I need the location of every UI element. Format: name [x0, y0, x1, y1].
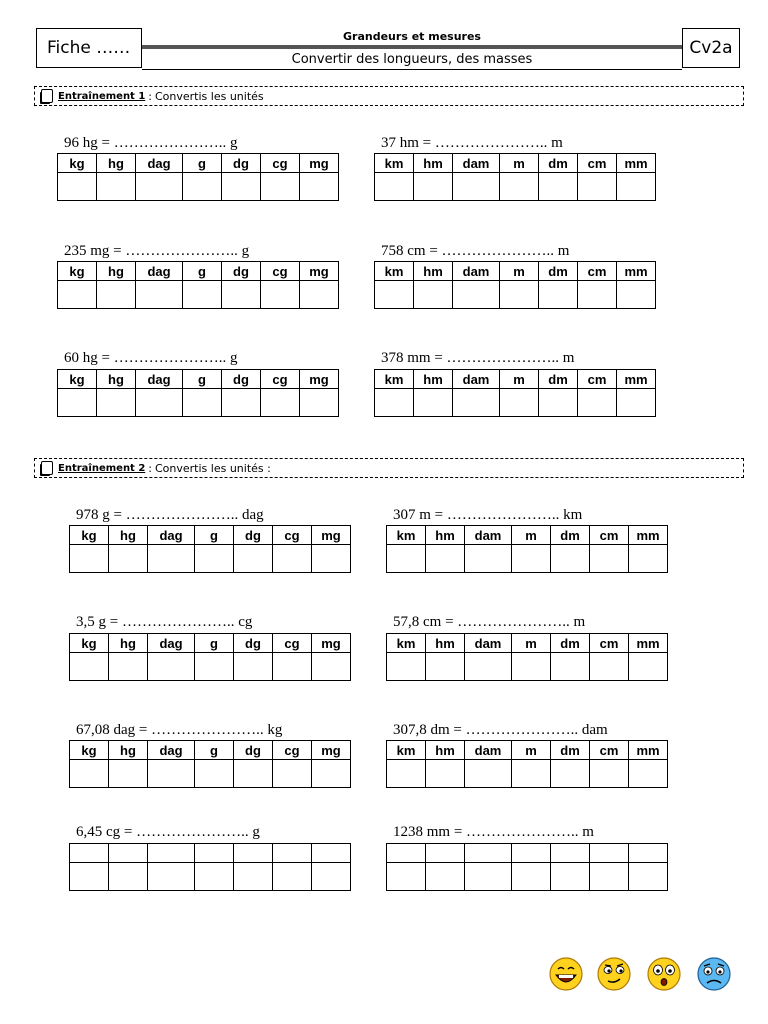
page-title: Grandeurs et mesures	[343, 30, 481, 43]
unit-header-cell: cm	[590, 741, 629, 760]
conversion-table	[386, 525, 668, 573]
unit-header-cell: cm	[590, 526, 629, 545]
value-cell[interactable]	[539, 389, 578, 417]
value-cell[interactable]	[148, 545, 195, 573]
value-cell[interactable]	[387, 545, 426, 573]
value-cell[interactable]	[97, 281, 136, 309]
unit-header-cell: mm	[629, 526, 668, 545]
value-cell[interactable]	[312, 760, 351, 788]
value-cell[interactable]	[300, 389, 339, 417]
value-cell[interactable]	[312, 545, 351, 573]
value-cell[interactable]	[312, 653, 351, 681]
value-cell[interactable]	[136, 281, 183, 309]
value-cell[interactable]	[195, 653, 234, 681]
unit-header-cell: dm	[539, 370, 578, 389]
section2-text: Convertis les unités :	[155, 461, 271, 475]
table-value-row	[58, 389, 339, 417]
unit-header-cell: dg	[234, 526, 273, 545]
value-cell[interactable]	[465, 653, 512, 681]
unit-header-cell: dm	[539, 262, 578, 281]
unit-header-cell: dg	[234, 634, 273, 653]
table-header-row	[58, 370, 339, 389]
value-cell[interactable]	[375, 389, 414, 417]
value-cell[interactable]	[183, 173, 222, 201]
value-cell[interactable]	[512, 863, 551, 891]
value-cell[interactable]	[578, 281, 617, 309]
conversion-table	[386, 633, 668, 681]
fiche-label: Fiche ……	[47, 38, 131, 58]
unit-header-cell: dam	[465, 741, 512, 760]
table-header-row	[375, 370, 656, 389]
unit-header-cell	[109, 844, 148, 863]
table-header-row	[387, 526, 668, 545]
fiche-code-label: Cv2a	[689, 38, 733, 58]
value-cell[interactable]	[512, 545, 551, 573]
table-value-row	[387, 760, 668, 788]
section1-banner	[34, 86, 744, 106]
section2-banner	[34, 458, 744, 478]
value-cell[interactable]	[58, 173, 97, 201]
unit-header-cell: hg	[109, 634, 148, 653]
unit-header-cell: hg	[97, 262, 136, 281]
unit-header-cell: m	[500, 262, 539, 281]
unit-header-cell: dam	[465, 526, 512, 545]
unit-header-cell: km	[387, 526, 426, 545]
unit-header-cell: mg	[300, 154, 339, 173]
unit-header-cell: dag	[136, 262, 183, 281]
value-cell[interactable]	[617, 281, 656, 309]
unit-header-cell	[387, 844, 426, 863]
value-cell[interactable]	[261, 389, 300, 417]
unit-header-cell: mm	[629, 741, 668, 760]
unit-header-cell: mg	[312, 526, 351, 545]
unit-header-cell: mg	[312, 741, 351, 760]
exercise-label: 307 m = ………………….. km	[393, 507, 583, 523]
exercise-label: 3,5 g = ………………….. cg	[76, 614, 253, 630]
unit-header-cell: g	[183, 370, 222, 389]
table-value-row	[58, 173, 339, 201]
value-cell[interactable]	[500, 389, 539, 417]
value-cell[interactable]	[222, 173, 261, 201]
value-cell[interactable]	[97, 389, 136, 417]
value-cell[interactable]	[551, 760, 590, 788]
value-cell[interactable]	[273, 653, 312, 681]
section1-sep: :	[148, 89, 152, 103]
unit-header-cell: cm	[578, 370, 617, 389]
unit-header-cell: kg	[70, 741, 109, 760]
unit-header-cell: kg	[70, 634, 109, 653]
unit-header-cell: hm	[414, 370, 453, 389]
value-cell[interactable]	[375, 173, 414, 201]
value-cell[interactable]	[629, 545, 668, 573]
unit-header-cell: m	[512, 634, 551, 653]
unit-header-cell: dm	[551, 741, 590, 760]
unit-header-cell	[273, 844, 312, 863]
conversion-table	[386, 740, 668, 788]
value-cell[interactable]	[109, 863, 148, 891]
section1-text: Convertis les unités	[155, 89, 264, 103]
value-cell[interactable]	[97, 173, 136, 201]
unit-header-cell: dag	[136, 370, 183, 389]
unit-header-cell: kg	[70, 526, 109, 545]
unit-header-cell: g	[183, 262, 222, 281]
table-header-row	[70, 526, 351, 545]
table-header-row	[387, 741, 668, 760]
value-cell[interactable]	[414, 281, 453, 309]
unit-header-cell: cg	[261, 370, 300, 389]
value-cell[interactable]	[300, 281, 339, 309]
unit-header-cell: mg	[300, 370, 339, 389]
exercise-label: 37 hm = ………………….. m	[381, 135, 563, 151]
exercise-label: 60 hg = ………………….. g	[64, 350, 238, 366]
conversion-table	[57, 153, 339, 201]
unit-header-cell: cg	[273, 526, 312, 545]
unit-header-cell: dam	[453, 262, 500, 281]
value-cell[interactable]	[500, 173, 539, 201]
value-cell[interactable]	[551, 653, 590, 681]
unit-header-cell	[465, 844, 512, 863]
unit-header-cell: hm	[426, 634, 465, 653]
value-cell[interactable]	[195, 760, 234, 788]
value-cell[interactable]	[590, 545, 629, 573]
table-value-row	[387, 653, 668, 681]
conversion-table	[386, 843, 668, 891]
value-cell[interactable]	[551, 545, 590, 573]
unit-header-cell: mg	[312, 634, 351, 653]
unit-header-cell: hg	[109, 741, 148, 760]
unit-header-cell: m	[512, 526, 551, 545]
value-cell[interactable]	[109, 653, 148, 681]
table-header-row	[70, 634, 351, 653]
value-cell[interactable]	[148, 653, 195, 681]
value-cell[interactable]	[234, 863, 273, 891]
unit-header-cell: m	[512, 741, 551, 760]
value-cell[interactable]	[453, 389, 500, 417]
unit-header-cell: dm	[551, 526, 590, 545]
value-cell[interactable]	[109, 545, 148, 573]
value-cell[interactable]	[195, 545, 234, 573]
unit-header-cell	[629, 844, 668, 863]
section2-label: Entraînement 2	[58, 462, 146, 474]
value-cell[interactable]	[387, 653, 426, 681]
section1-label: Entraînement 1	[58, 90, 146, 102]
value-cell[interactable]	[590, 863, 629, 891]
conversion-table	[57, 261, 339, 309]
value-cell[interactable]	[273, 545, 312, 573]
value-cell[interactable]	[617, 389, 656, 417]
unit-header-cell: g	[195, 526, 234, 545]
unit-header-cell: kg	[58, 154, 97, 173]
unit-header-cell: cg	[273, 741, 312, 760]
unit-header-cell: hm	[414, 262, 453, 281]
value-cell[interactable]	[414, 389, 453, 417]
unit-header-cell: hm	[426, 741, 465, 760]
value-cell[interactable]	[387, 863, 426, 891]
table-value-row	[58, 281, 339, 309]
table-header-row	[70, 844, 351, 863]
unit-header-cell	[70, 844, 109, 863]
value-cell[interactable]	[375, 281, 414, 309]
value-cell[interactable]	[465, 760, 512, 788]
value-cell[interactable]	[261, 173, 300, 201]
unit-header-cell	[234, 844, 273, 863]
exercise-label: 235 mg = ………………….. g	[64, 243, 250, 259]
emoji-smirking	[596, 956, 632, 996]
value-cell[interactable]	[195, 863, 234, 891]
table-value-row	[387, 863, 668, 891]
unit-header-cell: hg	[97, 370, 136, 389]
unit-header-cell: kg	[58, 370, 97, 389]
value-cell[interactable]	[300, 173, 339, 201]
unit-header-cell: dg	[222, 154, 261, 173]
unit-header-cell: hm	[426, 526, 465, 545]
unit-header-cell	[195, 844, 234, 863]
value-cell[interactable]	[512, 760, 551, 788]
table-value-row	[375, 389, 656, 417]
table-header-row	[387, 634, 668, 653]
value-cell[interactable]	[387, 760, 426, 788]
value-cell[interactable]	[222, 281, 261, 309]
table-value-row	[70, 545, 351, 573]
value-cell[interactable]	[148, 760, 195, 788]
value-cell[interactable]	[312, 863, 351, 891]
conversion-table	[69, 525, 351, 573]
table-value-row	[70, 653, 351, 681]
value-cell[interactable]	[222, 389, 261, 417]
unit-header-cell: km	[387, 634, 426, 653]
value-cell[interactable]	[590, 653, 629, 681]
value-cell[interactable]	[70, 653, 109, 681]
exercise-label: 6,45 cg = ………………….. g	[76, 824, 260, 840]
conversion-table	[374, 261, 656, 309]
value-cell[interactable]	[136, 389, 183, 417]
unit-header-cell: dm	[551, 634, 590, 653]
unit-header-cell: cm	[578, 262, 617, 281]
value-cell[interactable]	[148, 863, 195, 891]
unit-header-cell: hg	[97, 154, 136, 173]
unit-header-cell: km	[375, 370, 414, 389]
table-header-row	[375, 262, 656, 281]
value-cell[interactable]	[590, 760, 629, 788]
value-cell[interactable]	[234, 653, 273, 681]
value-cell[interactable]	[426, 760, 465, 788]
unit-header-cell: kg	[58, 262, 97, 281]
fiche-code	[682, 28, 740, 68]
value-cell[interactable]	[414, 173, 453, 201]
value-cell[interactable]	[273, 863, 312, 891]
unit-header-cell: dg	[222, 370, 261, 389]
value-cell[interactable]	[136, 173, 183, 201]
unit-header-cell: mm	[629, 634, 668, 653]
value-cell[interactable]	[578, 389, 617, 417]
table-header-row	[58, 262, 339, 281]
value-cell[interactable]	[58, 389, 97, 417]
unit-header-cell	[426, 844, 465, 863]
conversion-table	[57, 369, 339, 417]
value-cell[interactable]	[453, 173, 500, 201]
unit-header-cell	[148, 844, 195, 863]
value-cell[interactable]	[234, 545, 273, 573]
unit-header-cell: cm	[578, 154, 617, 173]
unit-header-cell	[512, 844, 551, 863]
value-cell[interactable]	[261, 281, 300, 309]
value-cell[interactable]	[629, 863, 668, 891]
value-cell[interactable]	[629, 760, 668, 788]
value-cell[interactable]	[70, 863, 109, 891]
value-cell[interactable]	[453, 281, 500, 309]
value-cell[interactable]	[500, 281, 539, 309]
unit-header-cell: dam	[453, 370, 500, 389]
table-value-row	[70, 863, 351, 891]
exercise-label: 758 cm = ………………….. m	[381, 243, 570, 259]
value-cell[interactable]	[58, 281, 97, 309]
unit-header-cell: dam	[465, 634, 512, 653]
table-header-row	[70, 741, 351, 760]
notebook-icon	[41, 89, 53, 103]
value-cell[interactable]	[465, 863, 512, 891]
value-cell[interactable]	[512, 653, 551, 681]
unit-header-cell: dag	[148, 634, 195, 653]
value-cell[interactable]	[273, 760, 312, 788]
value-cell[interactable]	[426, 863, 465, 891]
unit-header-cell: g	[195, 741, 234, 760]
unit-header-cell: mm	[617, 262, 656, 281]
value-cell[interactable]	[617, 173, 656, 201]
header-rule	[142, 45, 682, 49]
unit-header-cell: km	[375, 262, 414, 281]
unit-header-cell: dg	[222, 262, 261, 281]
value-cell[interactable]	[183, 281, 222, 309]
exercise-label: 96 hg = ………………….. g	[64, 135, 238, 151]
value-cell[interactable]	[578, 173, 617, 201]
emoji-laughing	[548, 956, 584, 996]
unit-header-cell: dg	[234, 741, 273, 760]
surprised-face-icon	[646, 956, 682, 992]
table-header-row	[387, 844, 668, 863]
value-cell[interactable]	[539, 281, 578, 309]
unit-header-cell: cg	[261, 262, 300, 281]
value-cell[interactable]	[234, 760, 273, 788]
unit-header-cell: cg	[273, 634, 312, 653]
worried-face-icon	[696, 956, 732, 992]
unit-header-cell	[312, 844, 351, 863]
value-cell[interactable]	[70, 545, 109, 573]
unit-header-cell: km	[375, 154, 414, 173]
laughing-face-icon	[548, 956, 584, 992]
value-cell[interactable]	[551, 863, 590, 891]
unit-header-cell	[551, 844, 590, 863]
exercise-label: 1238 mm = ………………….. m	[393, 824, 594, 840]
section2-sep: :	[148, 461, 152, 475]
unit-header-cell: dam	[453, 154, 500, 173]
table-value-row	[375, 281, 656, 309]
smirking-face-icon	[596, 956, 632, 992]
conversion-table	[374, 153, 656, 201]
unit-header-cell: m	[500, 154, 539, 173]
unit-header-cell: km	[387, 741, 426, 760]
unit-header-cell: hg	[109, 526, 148, 545]
notebook-icon	[41, 461, 53, 475]
unit-header-cell: mm	[617, 154, 656, 173]
value-cell[interactable]	[539, 173, 578, 201]
value-cell[interactable]	[629, 653, 668, 681]
table-header-row	[375, 154, 656, 173]
unit-header-cell: dm	[539, 154, 578, 173]
value-cell[interactable]	[109, 760, 148, 788]
unit-header-cell	[590, 844, 629, 863]
value-cell[interactable]	[183, 389, 222, 417]
exercise-label: 378 mm = ………………….. m	[381, 350, 575, 366]
value-cell[interactable]	[426, 545, 465, 573]
conversion-table	[69, 633, 351, 681]
conversion-table	[69, 740, 351, 788]
fiche-box	[36, 28, 142, 68]
emoji-surprised	[646, 956, 682, 996]
value-cell[interactable]	[465, 545, 512, 573]
exercise-label: 307,8 dm = ………………….. dam	[393, 722, 608, 738]
table-header-row	[58, 154, 339, 173]
unit-header-cell: m	[500, 370, 539, 389]
unit-header-cell: cm	[590, 634, 629, 653]
unit-header-cell: dag	[148, 526, 195, 545]
unit-header-cell: hm	[414, 154, 453, 173]
unit-header-cell: mm	[617, 370, 656, 389]
unit-header-cell: g	[183, 154, 222, 173]
conversion-table	[374, 369, 656, 417]
table-value-row	[387, 545, 668, 573]
emoji-worried	[696, 956, 732, 996]
unit-header-cell: g	[195, 634, 234, 653]
table-value-row	[70, 760, 351, 788]
exercise-label: 57,8 cm = ………………….. m	[393, 614, 586, 630]
unit-header-cell: cg	[261, 154, 300, 173]
value-cell[interactable]	[70, 760, 109, 788]
exercise-label: 67,08 dag = ………………….. kg	[76, 722, 283, 738]
unit-header-cell: dag	[136, 154, 183, 173]
unit-header-cell: dag	[148, 741, 195, 760]
unit-header-cell: mg	[300, 262, 339, 281]
table-value-row	[375, 173, 656, 201]
page-subtitle: Convertir des longueurs, des masses	[142, 52, 682, 70]
exercise-label: 978 g = ………………….. dag	[76, 507, 264, 523]
value-cell[interactable]	[426, 653, 465, 681]
conversion-table	[69, 843, 351, 891]
